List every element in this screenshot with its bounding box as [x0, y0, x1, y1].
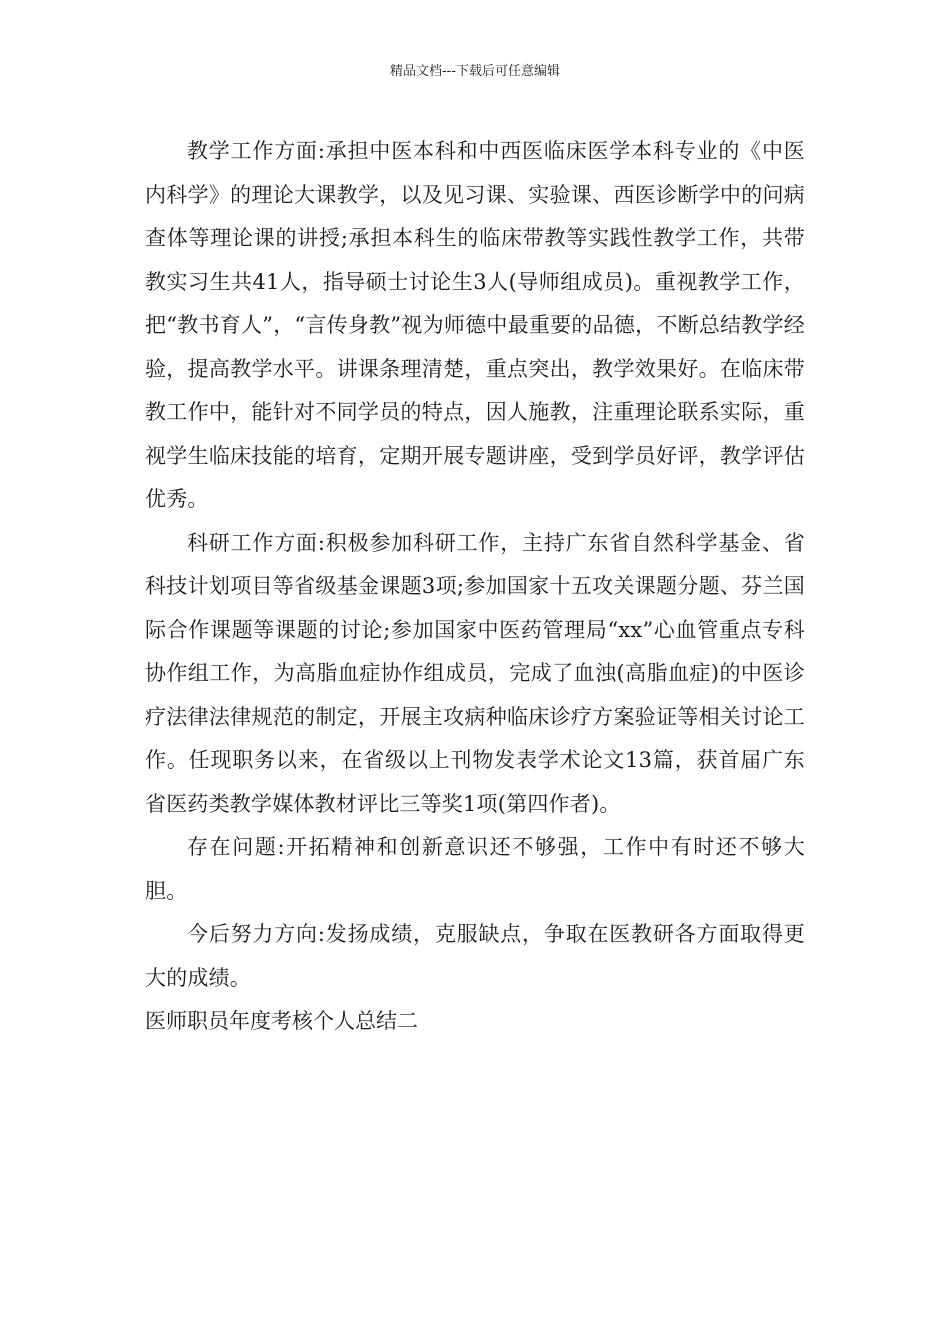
section-heading: 医师职员年度考核个人总结二: [145, 1009, 418, 1033]
paragraph-future-direction: 今后努力方向:发扬成绩，克服缺点，争取在医教研各方面取得更大的成绩。: [145, 922, 805, 990]
paragraph-teaching: 教学工作方面:承担中医本科和中西医临床医学本科专业的《中医内科学》的理论大课教学，以及见习课、实验课、西医诊断学中的问病查体等理论课的讲授;承担本科生的临床带教等实践性教学工作，共带教实习生共41人，指导硕士讨论生3人(导师组成员)。重视教学工作，把“教书育人”，“言传身教”视为师德中最重要的品德，不断总结教学经验，提高教学水平。讲课条理清楚，重点突出，教学效果好。在临床带教工作中，能针对不同学员的特点，因人施教，注重理论联系实际，重视学生临床技能的培育，定期开展专题讲座，受到学员好评，教学评估优秀。: [145, 139, 805, 511]
paragraph-research: 科研工作方面:积极参加科研工作，主持广东省自然科学基金、省科技计划项目等省级基金课题3项;参加国家十五攻关课题分题、芬兰国际合作课题等课题的讨论;参加国家中医药管理局“xx”心血管重点专科协作组工作，为高脂血症协作组成员，完成了血浊(高脂血症)的中医诊疗法律法律规范的制定，开展主攻病种临床诊疗方案验证等相关讨论工作。任现职务以来，在省级以上刊物发表学术论文13篇，获首届广东省医药类教学媒体教材评比三等奖1项(第四作者)。: [145, 530, 805, 816]
paragraph-problems: 存在问题:开拓精神和创新意识还不够强，工作中有时还不够大胆。: [145, 835, 805, 903]
page-header: 精品文档---下载后可任意编辑: [389, 64, 561, 79]
document-body: [145, 130, 805, 1044]
